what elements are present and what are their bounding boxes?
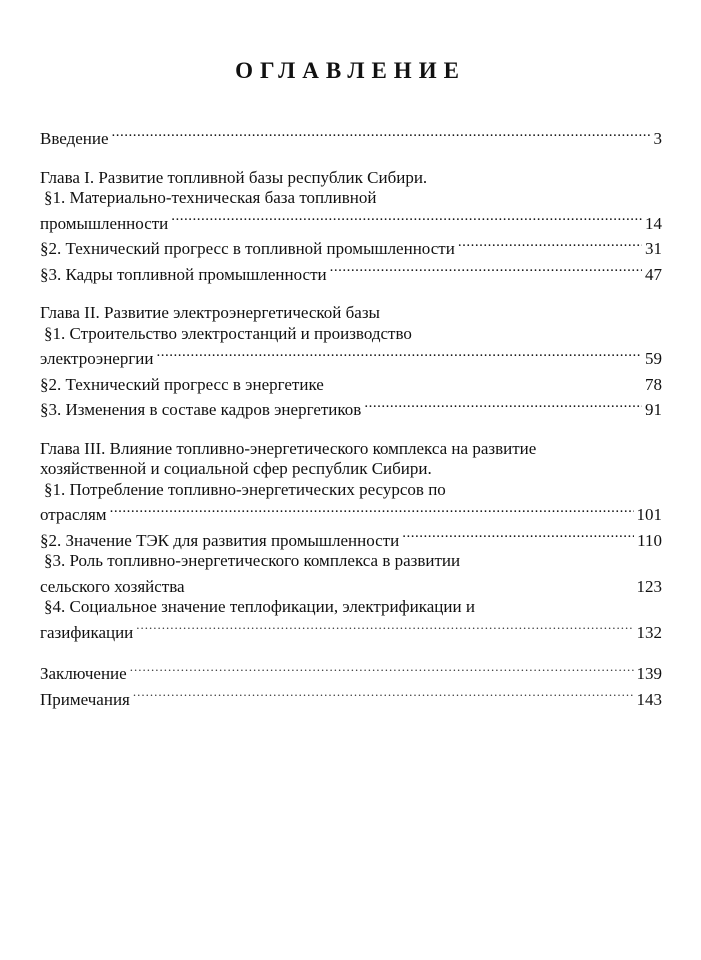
toc-page-number: 78 (645, 374, 662, 394)
dot-leader (402, 526, 634, 546)
toc-entry-ch3-s1-line1: §1. Потребление топливно-энергетических ресурсов по (44, 479, 446, 499)
toc-entry-ch1-s1 (40, 209, 662, 235)
toc-page-number: 132 (636, 622, 662, 642)
chapter-3-heading-line1: Глава III. Влияние топливно-энергетического комплекса на развитие (40, 438, 537, 458)
toc-entry-ch2-s1 (40, 344, 662, 370)
dot-leader (136, 618, 633, 638)
toc-page-number: 31 (645, 239, 662, 258)
toc-page-number: 143 (636, 689, 662, 709)
toc-page-number: 101 (636, 505, 662, 524)
dot-leader (364, 395, 642, 415)
toc-entry-ch2-s2 (40, 370, 662, 396)
toc-page-number: 47 (645, 264, 662, 284)
toc-page-number: 3 (653, 129, 662, 148)
toc-entry-ch2-s3 (40, 395, 662, 421)
dot-leader (330, 260, 642, 280)
toc-entry-notes (40, 685, 662, 711)
toc-entry-ch1-s2 (40, 234, 662, 260)
toc-page-number: 59 (645, 349, 662, 368)
table-of-contents (40, 124, 662, 710)
toc-label: Введение (40, 129, 109, 148)
dot-leader (157, 344, 642, 364)
toc-label: электроэнергии (40, 349, 154, 368)
toc-label: сельского хозяйства (40, 576, 185, 596)
toc-entry-ch3-s3-line1: §3. Роль топливно-энергетического комплекса в развитии (44, 551, 461, 570)
toc-page-number: 123 (636, 576, 662, 596)
toc-entry-ch3-s2 (40, 526, 662, 552)
dot-leader (171, 209, 642, 229)
toc-label: газификации (40, 622, 134, 642)
toc-entry-ch1-s3 (40, 260, 662, 286)
chapter-2-heading: Глава II. Развитие электроэнергетической базы (40, 303, 380, 322)
chapter-1-heading: Глава I. Развитие топливной базы республик Сибири. (40, 167, 428, 187)
dot-leader (112, 124, 651, 144)
toc-entry-ch3-s3 (40, 572, 662, 598)
toc-entry-ch2-s1-line1: §1. Строительство электростанций и производство (44, 323, 412, 343)
toc-entry-ch1-s1-line1: §1. Материально-техническая база топливной (44, 188, 377, 207)
dot-leader (133, 685, 634, 705)
toc-label: промышленности (40, 213, 169, 233)
toc-label: Заключение (40, 664, 127, 683)
page-title: ОГЛАВЛЕНИЕ (235, 58, 466, 83)
toc-page-number: 139 (636, 664, 662, 683)
toc-page-number: 91 (645, 400, 662, 419)
toc-label: §2. Значение ТЭК для развития промышленности (40, 530, 400, 550)
toc-page-number: 14 (645, 213, 662, 233)
toc-entry-conclusion (40, 659, 662, 685)
toc-label: §2. Технический прогресс в топливной промышленности (40, 239, 455, 258)
dot-leader (110, 500, 634, 520)
dot-leader (130, 659, 634, 679)
dot-leader (188, 572, 634, 592)
toc-entry-intro (40, 124, 662, 150)
toc-entry-ch3-s4 (40, 618, 662, 644)
toc-label: §3. Кадры топливной промышленности (40, 264, 327, 284)
dot-leader (327, 370, 642, 390)
toc-entry-ch3-s4-line1: §4. Социальное значение теплофикации, электрификации и (44, 597, 475, 616)
dot-leader (458, 234, 642, 254)
toc-label: §3. Изменения в составе кадров энергетиков (40, 400, 362, 419)
toc-entry-ch3-s1 (40, 500, 662, 526)
chapter-3-heading-line2: хозяйственной и социальной сфер республик Сибири. (40, 459, 432, 478)
toc-page-number: 110 (637, 530, 662, 550)
toc-label: отраслям (40, 505, 107, 524)
toc-label: §2. Технический прогресс в энергетике (40, 374, 324, 394)
toc-label: Примечания (40, 689, 130, 709)
